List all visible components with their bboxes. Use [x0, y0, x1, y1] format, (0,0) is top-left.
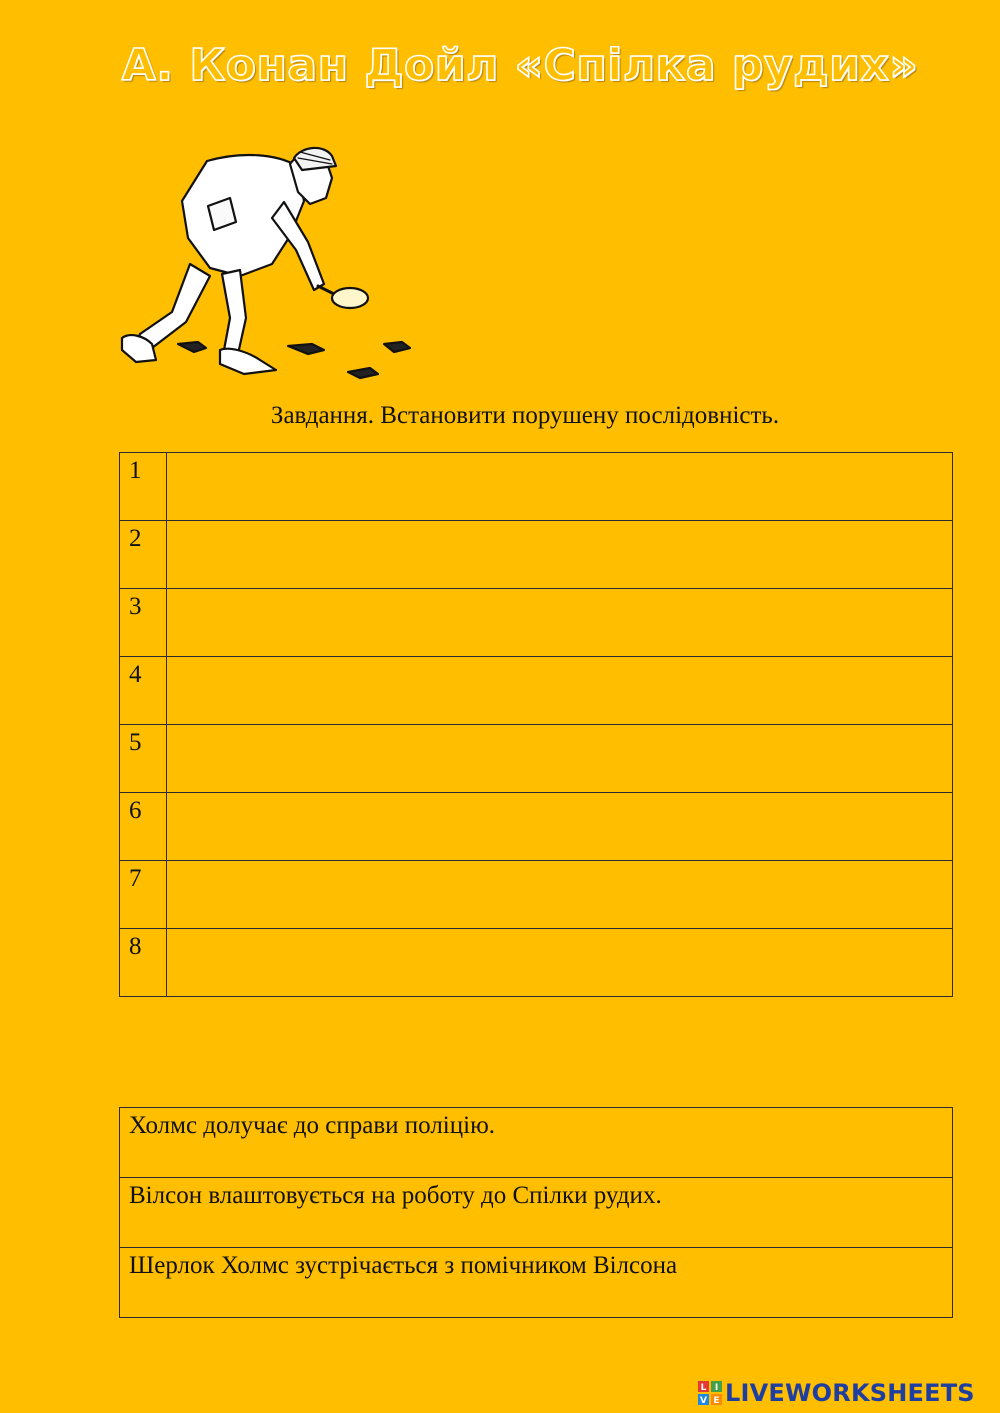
row-number: 7 — [120, 861, 167, 929]
table-row — [120, 453, 953, 521]
svg-text:E: E — [713, 1396, 720, 1406]
table-row — [120, 589, 953, 657]
table-row — [120, 1248, 953, 1318]
detective-illustration — [112, 146, 422, 386]
answer-option[interactable]: Шерлок Холмс зустрічається з помічником Вілсона — [120, 1248, 953, 1318]
answer-option[interactable]: Холмс долучає до справи поліцію. — [120, 1108, 953, 1178]
liveworksheets-brand: LIVEWORKSHEETS — [725, 1379, 975, 1407]
table-row — [120, 861, 953, 929]
table-row — [120, 929, 953, 997]
answer-options-table — [119, 1107, 953, 1318]
row-number: 3 — [120, 589, 167, 657]
table-row — [120, 657, 953, 725]
sequence-table — [119, 452, 953, 997]
row-number: 2 — [120, 521, 167, 589]
table-row — [120, 1108, 953, 1178]
answer-drop-cell[interactable] — [167, 657, 953, 725]
answer-drop-cell[interactable] — [167, 793, 953, 861]
answer-drop-cell[interactable] — [167, 589, 953, 657]
task-instruction: Завдання. Встановити порушену послідовність. — [270, 402, 780, 429]
answer-drop-cell[interactable] — [167, 861, 953, 929]
svg-text:I: I — [714, 1383, 719, 1393]
row-number: 6 — [120, 793, 167, 861]
table-row — [120, 793, 953, 861]
row-number: 8 — [120, 929, 167, 997]
answer-option[interactable]: Вілсон влаштовується на роботу до Спілки рудих. — [120, 1178, 953, 1248]
liveworksheets-footer[interactable] — [697, 1377, 997, 1409]
answer-drop-cell[interactable] — [167, 725, 953, 793]
table-row — [120, 521, 953, 589]
answer-drop-cell[interactable] — [167, 521, 953, 589]
table-row — [120, 725, 953, 793]
svg-text:V: V — [700, 1396, 707, 1406]
answer-drop-cell[interactable] — [167, 453, 953, 521]
liveworksheets-logo-icon — [697, 1380, 723, 1406]
answer-drop-cell[interactable] — [167, 929, 953, 997]
svg-text:L: L — [700, 1383, 707, 1393]
row-number: 4 — [120, 657, 167, 725]
row-number: 1 — [120, 453, 167, 521]
page-title: А. Конан Дойл «Спілка рудих» — [121, 40, 919, 91]
row-number: 5 — [120, 725, 167, 793]
table-row — [120, 1178, 953, 1248]
